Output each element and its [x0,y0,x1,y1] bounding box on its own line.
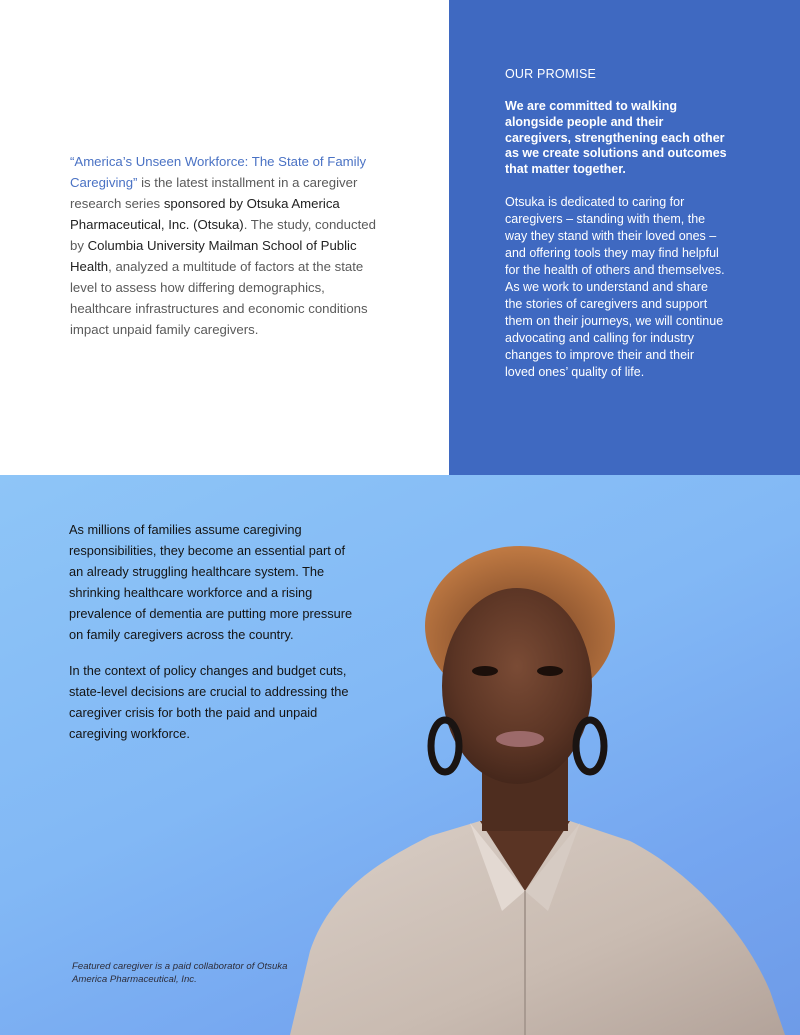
caregiver-section [0,475,800,1035]
promise-body: Otsuka is dedicated to caring for caregivers – standing with them, the way they stand with their loved ones – and offering tools they may find helpful for the health of others and themselves. As we work to understand and share the stories of caregivers and support them on their journeys, we will continue advocating and calling for industry changes to improve their and their loved ones’ quality of life. [505,195,725,379]
promise-panel [449,0,800,475]
promise-label: OUR PROMISE [505,67,597,81]
intro-text-1: is the latest installment in a caregiver research series [70,175,358,211]
intro-section [0,0,449,475]
intro-text-2: . The study, conducted by [70,217,376,253]
intro-paragraph [70,151,388,340]
report-title-link[interactable]: “America’s Unseen Workforce: The State of Family Caregiving” [70,154,367,190]
sponsor-text: sponsored by Otsuka America Pharmaceutical, Inc. (Otsuka) [70,196,340,232]
promise-lead: We are committed to walking alongside people and their caregivers, strengthening each other as we create solutions and outcomes that matter together. [505,99,727,177]
caregiver-portrait [270,531,800,1035]
intro-text-3: , analyzed a multitude of factors at the state level to assess how differing demographics, healthcare infrastructures and economic conditions impact unpaid family caregivers. [70,259,368,337]
photo-caption: Featured caregiver is a paid collaborator of Otsuka America Pharmaceutical, Inc. [72,961,288,985]
institution-text: Columbia University Mailman School of Public Health [70,238,357,274]
main-paragraph-2: In the context of policy changes and budget cuts, state-level decisions are crucial to addressing the caregiver crisis for both the paid and unpaid caregiving workforce. [69,663,349,741]
main-paragraph-1: As millions of families assume caregiving responsibilities, they become an essential part of an already struggling healthcare system. The shrinking healthcare workforce and a rising prevalence of dementia are putting more pressure on family caregivers across the country. [69,522,353,642]
